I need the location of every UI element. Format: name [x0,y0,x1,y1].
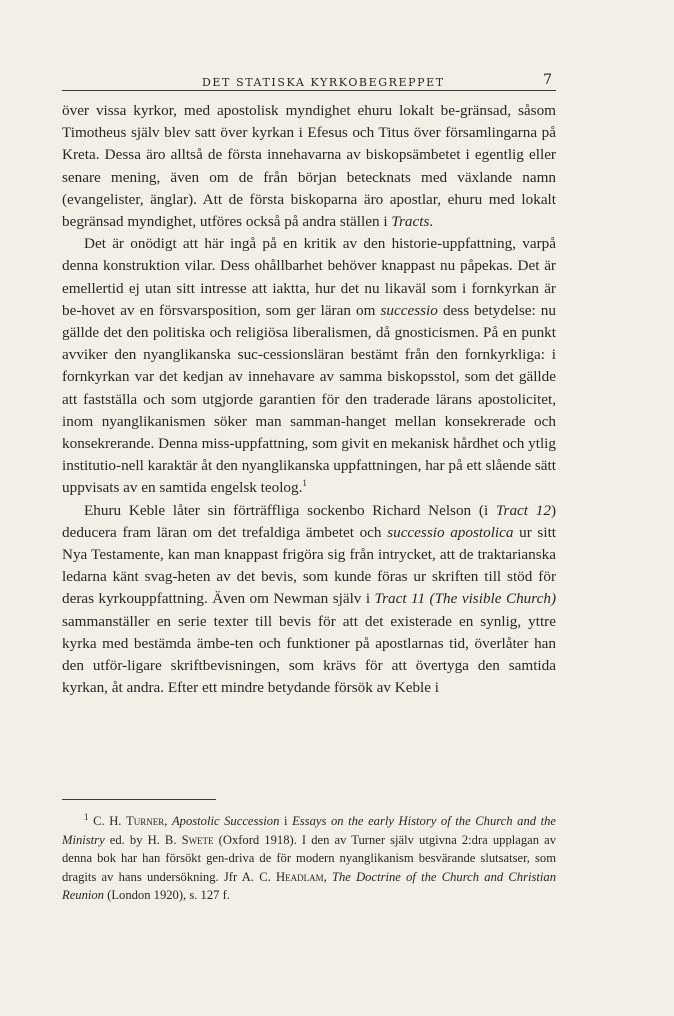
footnote: $^1$ C. H. Turner, Apostolic Succession i Essays on the early History of the Church and the Ministry ed. by H. B. Swete (Oxford 1918). I den av Turner själv utgivna 2:dra upplagan av denna bok har han försökt gen-driva de för modern nyanglikanism besvärande slutsatser, som dragits av hans undersökning. Jfr A. C. Headlam, The Doctrine of the Church and Christian Reunion (London 1920), s. 127 f. [62,811,557,903]
footnote-reference: 1 [302,478,307,489]
running-head [62,72,556,91]
page-number: 7 [543,72,552,88]
body-text [62,100,556,699]
paragraph-1: över vissa kyrkor, med apostolisk myndighet ehuru lokalt be-gränsad, såsom Timotheus själv blev satt över kyrkan i Efesus och Titus över församlingarna på Kreta. Dessa äro alltså de första innehavarna av biskopsämbetet i egentlig eller senare mening, även om de från början betecknats med växlande namn (evangelister, änglar). Att de första biskoparna äro apostlar, ehuru med lokalt begränsad myndighet, utföres också på andra ställen i Tracts. [62,102,556,231]
footnote-marker: 1 [84,811,89,822]
paragraph-3: Ehuru Keble låter sin förträffliga sockenbo Richard Nelson (i Tract 12) deducera fram läran om det trefaldiga ämbetet och successio apostolica ur sitt Nya Testamente, kan man knappast frigöra sig från intrycket, att de traktarianska ledarna känt svag-heten av det bevis, som kunde föras ur skriften till stöd för deras kyrkouppfattning. Även om Newman själv i Tract 11 (The visible Church) sammanställer en serie texter till bevis för att det existerade en synlig, yttre kyrka med bestämda ämbe-ten och funktioner på apostlarnas tid, överlåter han den utför-ligare skriftbevisningen, som krävs för att övertyga den samtida kyrkan, åt andra. Efter ett mindre betydande försök av Keble i [62,501,557,697]
running-title: DET STATISKA KYRKOBEGREPPET [202,76,445,89]
paragraph-2: Det är onödigt att här ingå på en kritik av den historie-uppfattning, varpå denna konstruktion vilar. Dess ohållbarhet behöver knappast nu påpekas. Det är emellertid ej utan sitt intresse att iaktta, hur det nu likaväl som i fornkyrkan är be-hovet av en försvarsposition, som ger läran om successio dess betydelse: nu gällde det den politiska och religiösa liberalismen, då gnosticismen. På en punkt avviker den nyanglikanska suc-cessionsläran bestämt från den fornkyrkliga: i fornkyrkan var det kedjan av innehavare av samma biskopsstol, som det gällde att fastställa och som utgjorde garantien för den traderade lärans apostolicitet, inom nyanglikanismen söker man samman-hanget mellan konsekrerade och konsekrerande. Denna miss-uppfattning, som givit en mekanisk hårdhet och ytlig institutio-nell karaktär åt den nyanglikanska uppfattningen, har på ett slående sätt uppvisats av en samtida engelsk teolog.$^1$ [62,235,556,497]
footnote-divider [62,799,216,800]
